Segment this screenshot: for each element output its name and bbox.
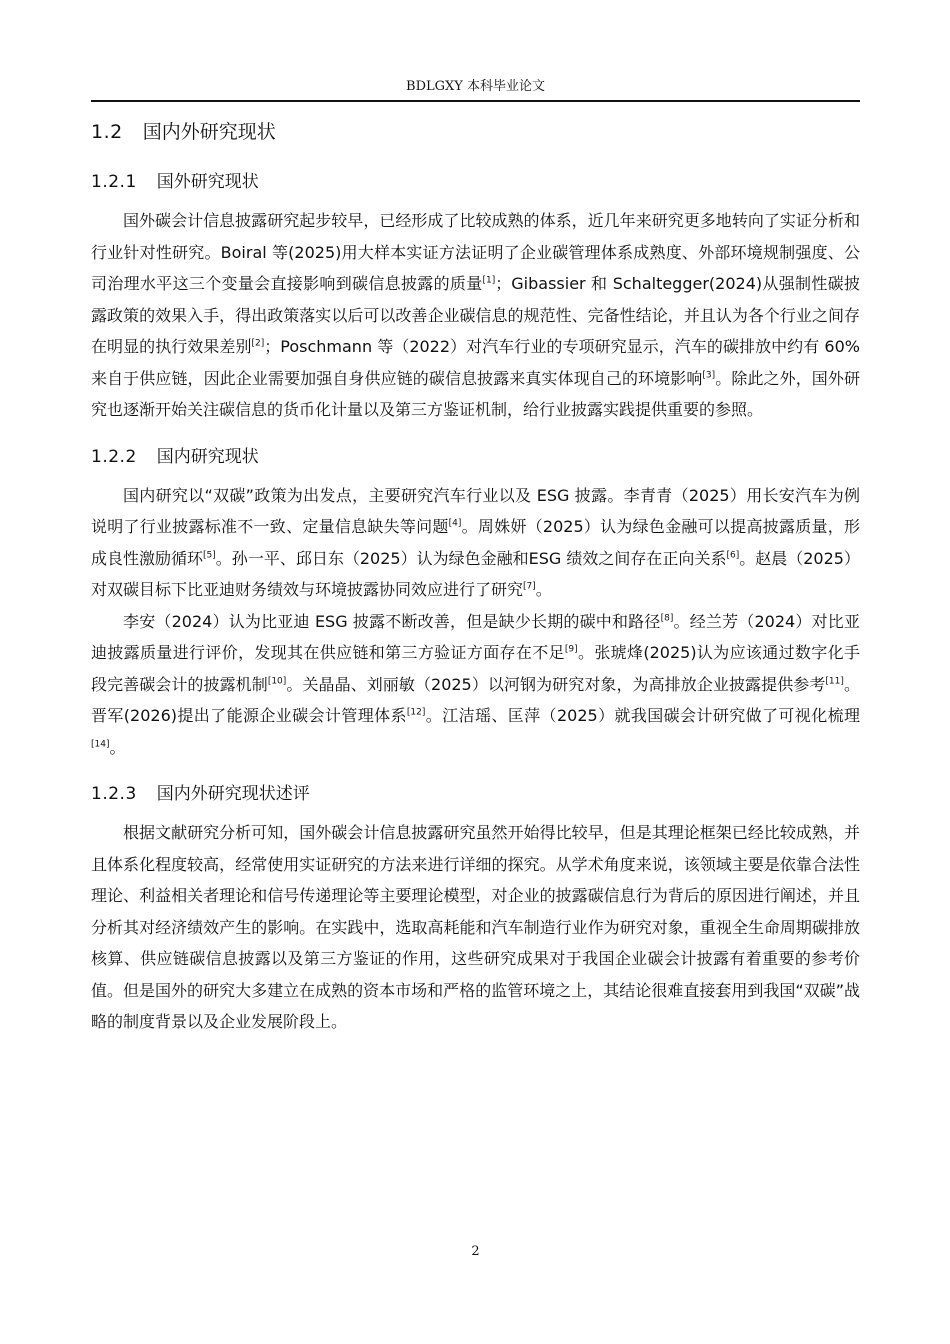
section-heading <box>91 113 860 151</box>
citation: [1] <box>482 275 496 286</box>
text-run: 。周姝妍（2025）认为绿色金融可以提高披露质量，形成良性激励循环 <box>91 517 860 568</box>
subsection-number: 1.2.2 <box>91 446 137 467</box>
page-header: BDLGXY 本科毕业论文 <box>406 79 545 94</box>
citation: [8] <box>660 613 674 624</box>
section-title: 国内外研究现状 <box>142 121 276 143</box>
text-run: 。江洁瑶、匡萍（2025）就我国碳会计研究做了可视化梳理 <box>425 706 860 725</box>
citation: [5] <box>203 550 216 561</box>
citation: [6] <box>726 550 740 561</box>
text-run: 。赵晨（2025）对双碳目标下比亚迪财务绩效与环境披露协同效应进行了研究 <box>91 548 860 599</box>
subsection-number: 1.2.3 <box>91 784 137 804</box>
citation: [3] <box>702 370 716 381</box>
text-run: 。 <box>109 737 126 757</box>
subsection-heading <box>91 165 860 199</box>
citation: [11] <box>825 676 844 687</box>
subsection-heading <box>91 777 860 811</box>
text-run: 。张琥烽(2025)认为应该通过数字化手段完善碳会计的披露机制 <box>91 643 860 694</box>
text-run: 李安（2024）认为比亚迪 ESG 披露不断改善，但是缺少长期的碳中和路径 <box>123 611 661 631</box>
text-run: 。晋军(2026)提出了能源企业碳会计管理体系 <box>91 674 860 725</box>
text-run: 。关晶晶、刘丽敏（2025）以河钢为研究对象，为高排放企业披露提供参考 <box>286 674 826 694</box>
paragraph-domestic-research-1 <box>91 480 860 606</box>
subsection-number: 1.2.1 <box>91 172 137 192</box>
text-run: 。经兰芳（2024）对比亚迪披露质量进行评价，发现其在供应链和第三方验证方面存在不足 <box>91 611 860 662</box>
text-run: ；Gibassier 和 Schaltegger(2024)从强制性碳披露政策的效果入手，得出政策落实以后可以改善企业碳信息的规范性、完备性结论，并且认为各个行业之间存在明显的执行效果差别 <box>91 274 860 356</box>
citation: [4] <box>448 518 462 529</box>
text-run: 。孙一平、邱日东（2025）认为绿色金融和ESG 绩效之间存在正向关系 <box>215 548 727 568</box>
citation: [7] <box>523 581 536 592</box>
paragraph-research-review: 根据文献研究分析可知，国外碳会计信息披露研究虽然开始得比较早，但是其理论框架已经比较成熟，并且体系化程度较高，经常使用实证研究的方法来进行详细的探究。从学术角度来说，该领域主要是依靠合法性理论、利益相关者理论和信号传递理论等主要理论模型，对企业的披露碳信息行为背后的原因进行阐述，并且分析其对经济绩效产生的影响。在实践中，选取高耗能和汽车制造行业作为研究对象，重视全生命周期碳排放核算、供应链碳信息披露以及第三方鉴证的作用，这些研究成果对于我国企业碳会计披露有着重要的参考价值。但是国外的研究大多建立在成熟的资本市场和严格的监管环境之上，其结论很难直接套用到我国“双碳”战略的制度背景以及企业发展阶段上。 <box>91 823 860 1031</box>
subsection-title: 国内研究现状 <box>156 446 259 467</box>
subsection-title: 国内外研究现状述评 <box>156 784 310 804</box>
subsection-heading <box>91 440 860 474</box>
citation: [2] <box>251 338 265 349</box>
citation: [10] <box>267 676 287 687</box>
text-run: 国内研究以“双碳”政策为出发点，主要研究汽车行业以及 ESG 披露。李青青（2025）用长安汽车为例说明了行业披露标准不一致、定量信息缺失等问题 <box>91 485 860 536</box>
header-rule <box>91 100 860 102</box>
section-number: 1.2 <box>91 121 123 143</box>
citation: [12] <box>406 707 426 718</box>
subsection-title: 国外研究现状 <box>156 172 259 192</box>
paragraph-domestic-research-2 <box>91 606 860 764</box>
paragraph-foreign-research <box>91 205 860 426</box>
text-run: ；Poschmann 等（2022）对汽车行业的专项研究显示，汽车的碳排放中约有 60%来自于供应链，因此企业需要加强自身供应链的碳信息披露来真实体现自己的环境影响 <box>91 337 860 388</box>
text-run: 。 <box>535 580 552 599</box>
text-run: 国外碳会计信息披露研究起步较早，已经形成了比较成熟的体系，近几年来研究更多地转向了实证分析和行业针对性研究。Boiral 等(2025)用大样本实证方法证明了企业碳管理体系成熟度、外部环境规制强度、公司治理水平这三个变量会直接影响到碳信息披露的质量 <box>91 211 860 293</box>
citation: [14] <box>91 739 110 750</box>
citation: [9] <box>564 644 578 655</box>
text-run: 。除此之外，国外研究也逐渐开始关注碳信息的货币化计量以及第三方鉴证机制，给行业披露实践提供重要的参照。 <box>91 368 860 419</box>
page-content <box>91 113 860 1038</box>
page-number: 2 <box>471 1244 480 1259</box>
